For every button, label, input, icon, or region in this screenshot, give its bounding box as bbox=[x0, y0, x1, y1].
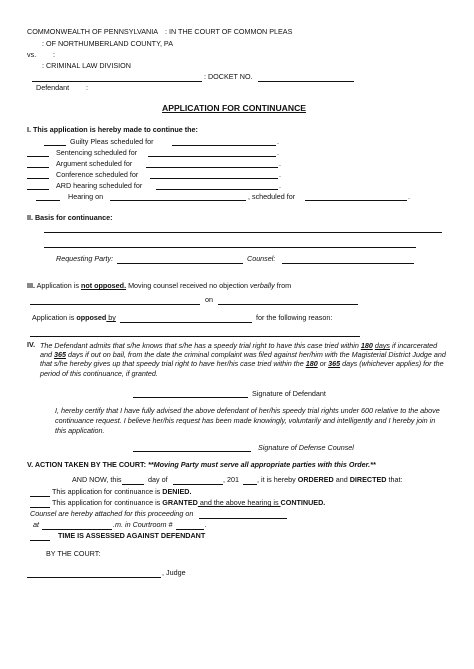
caption-docket: : DOCKET NO. bbox=[204, 72, 253, 81]
section1-check-4[interactable] bbox=[27, 178, 49, 179]
caption-court: : IN THE COURT OF COMMON PLEAS bbox=[165, 27, 293, 36]
unopposed-party-line[interactable] bbox=[30, 304, 200, 305]
caption-colon: : bbox=[53, 50, 55, 59]
reason-label: for the following reason: bbox=[256, 313, 333, 322]
period: . bbox=[279, 170, 281, 179]
proceeding-date-line[interactable] bbox=[199, 518, 287, 519]
opposed-line: Application is opposed by bbox=[32, 313, 116, 322]
section1-item-5: ARD hearing scheduled for bbox=[56, 181, 143, 190]
section5-heading: V. ACTION TAKEN BY THE COURT: **Moving Party must serve all appropriate parties with this Order.** bbox=[27, 460, 376, 469]
section1-hearing-on: Hearing on bbox=[68, 192, 104, 201]
period: . bbox=[205, 520, 207, 529]
period: . bbox=[277, 137, 279, 146]
defendant-name-line[interactable] bbox=[32, 81, 202, 82]
section2-heading: II. Basis for continuance: bbox=[27, 213, 113, 222]
speedy-trial-paragraph: The Defendant admits that s/he knows that s/he has a speedy trial right to have this case tried within 180 days if incarcerated and 365 days if out on bail, from the date the criminal complaint was filed against her/him with the Magisterial District Judge and that s/he hereby gives up that speedy trial right to have her/his case tried within the 180 or 365 days (whichever applies) for the period of this continuance, if granted. bbox=[40, 341, 446, 378]
judge-label: , Judge bbox=[162, 568, 186, 577]
section1-date-4[interactable] bbox=[150, 178, 278, 179]
section1-hearing-line[interactable] bbox=[110, 200, 246, 201]
basis-line-2[interactable] bbox=[44, 247, 416, 248]
section1-heading: I. This application is hereby made to continue the: bbox=[27, 125, 198, 134]
day-line[interactable] bbox=[122, 484, 144, 485]
requesting-party-label: Requesting Party: bbox=[56, 254, 114, 263]
counsel-attached: Counsel are hereby attached for this proceeding on bbox=[30, 509, 194, 518]
granted-line: This application for continuance is GRANTED and the above hearing is CONTINUED. bbox=[52, 498, 326, 507]
section1-check-3[interactable] bbox=[27, 167, 49, 168]
and-now-label: AND NOW, this bbox=[72, 475, 122, 484]
section4-roman: IV. bbox=[27, 340, 36, 349]
at-label: at bbox=[33, 520, 39, 529]
judge-signature-line[interactable] bbox=[27, 577, 161, 578]
section1-date-1[interactable] bbox=[172, 145, 276, 146]
section1-date-5[interactable] bbox=[156, 189, 278, 190]
time-line[interactable] bbox=[42, 529, 112, 530]
denied-line: This application for continuance is DENIED. bbox=[52, 487, 192, 496]
period: . bbox=[279, 159, 281, 168]
section1-check-6[interactable] bbox=[36, 200, 60, 201]
day-of-label: day of bbox=[148, 475, 168, 484]
section1-check-1[interactable] bbox=[44, 145, 66, 146]
courtroom-line[interactable] bbox=[176, 529, 204, 530]
caption-defendant: Defendant bbox=[36, 83, 70, 92]
caption-commonwealth: COMMONWEALTH OF PENNSYLVANIA bbox=[27, 27, 158, 36]
caption-defendant-colon: : bbox=[86, 83, 88, 92]
section3-line: III. Application is not opposed. Moving counsel received no objection verbally from bbox=[27, 281, 292, 290]
counsel-label: Counsel: bbox=[247, 254, 276, 263]
caption-vs: vs. bbox=[27, 50, 37, 59]
section1-check-2[interactable] bbox=[27, 156, 49, 157]
caption-division: : CRIMINAL LAW DIVISION bbox=[42, 61, 131, 70]
signature-of-defense-counsel: Signature of Defense Counsel bbox=[258, 443, 354, 452]
section1-hearing-date[interactable] bbox=[305, 200, 407, 201]
section1-scheduled-for: , scheduled for bbox=[248, 192, 296, 201]
page-title: APPLICATION FOR CONTINUANCE bbox=[162, 103, 307, 113]
period: . bbox=[277, 148, 279, 157]
counsel-signature-line[interactable] bbox=[133, 451, 251, 452]
section1-item-2: Sentencing scheduled for bbox=[56, 148, 138, 157]
section1-item-1: Guilty Pleas scheduled for bbox=[70, 137, 154, 146]
period: . bbox=[408, 192, 410, 201]
docket-number-line[interactable] bbox=[258, 81, 354, 82]
month-line[interactable] bbox=[173, 484, 223, 485]
section1-date-2[interactable] bbox=[148, 156, 276, 157]
period: . bbox=[279, 181, 281, 190]
signature-of-defendant: Signature of Defendant bbox=[252, 389, 326, 398]
by-the-court: BY THE COURT: bbox=[46, 549, 101, 558]
unopposed-date-line[interactable] bbox=[218, 304, 358, 305]
basis-line-1[interactable] bbox=[44, 232, 442, 233]
year-line[interactable] bbox=[243, 484, 257, 485]
denied-check[interactable] bbox=[30, 496, 50, 497]
year-label: , 201 bbox=[223, 475, 239, 484]
opposed-by-line[interactable] bbox=[120, 322, 252, 323]
counsel-line[interactable] bbox=[282, 263, 414, 264]
granted-check[interactable] bbox=[30, 507, 50, 508]
ordered-directed: , it is hereby ORDERED and DIRECTED that: bbox=[257, 475, 403, 484]
time-assessed-check[interactable] bbox=[30, 540, 50, 541]
caption-county: : OF NORTHUMBERLAND COUNTY, PA bbox=[42, 39, 173, 48]
section1-item-3: Argument scheduled for bbox=[56, 159, 133, 168]
section3-on: on bbox=[205, 295, 213, 304]
certification-paragraph: I, hereby certify that I have fully advised the above defendant of her/his speedy trial rights under 600 relative to the above continuance request. I believe her/his request has been made knowingly, voluntarily and intelligently and I hereby join in this application. bbox=[55, 406, 440, 435]
courtroom-label: .m. in Courtroom # bbox=[113, 520, 173, 529]
section1-check-5[interactable] bbox=[27, 189, 49, 190]
section1-item-4: Conference scheduled for bbox=[56, 170, 139, 179]
requesting-party-line[interactable] bbox=[117, 263, 243, 264]
time-assessed: TIME IS ASSESSED AGAINST DEFENDANT bbox=[58, 531, 206, 540]
section1-date-3[interactable] bbox=[146, 167, 278, 168]
reason-line[interactable] bbox=[30, 336, 360, 337]
defendant-signature-line[interactable] bbox=[133, 397, 248, 398]
